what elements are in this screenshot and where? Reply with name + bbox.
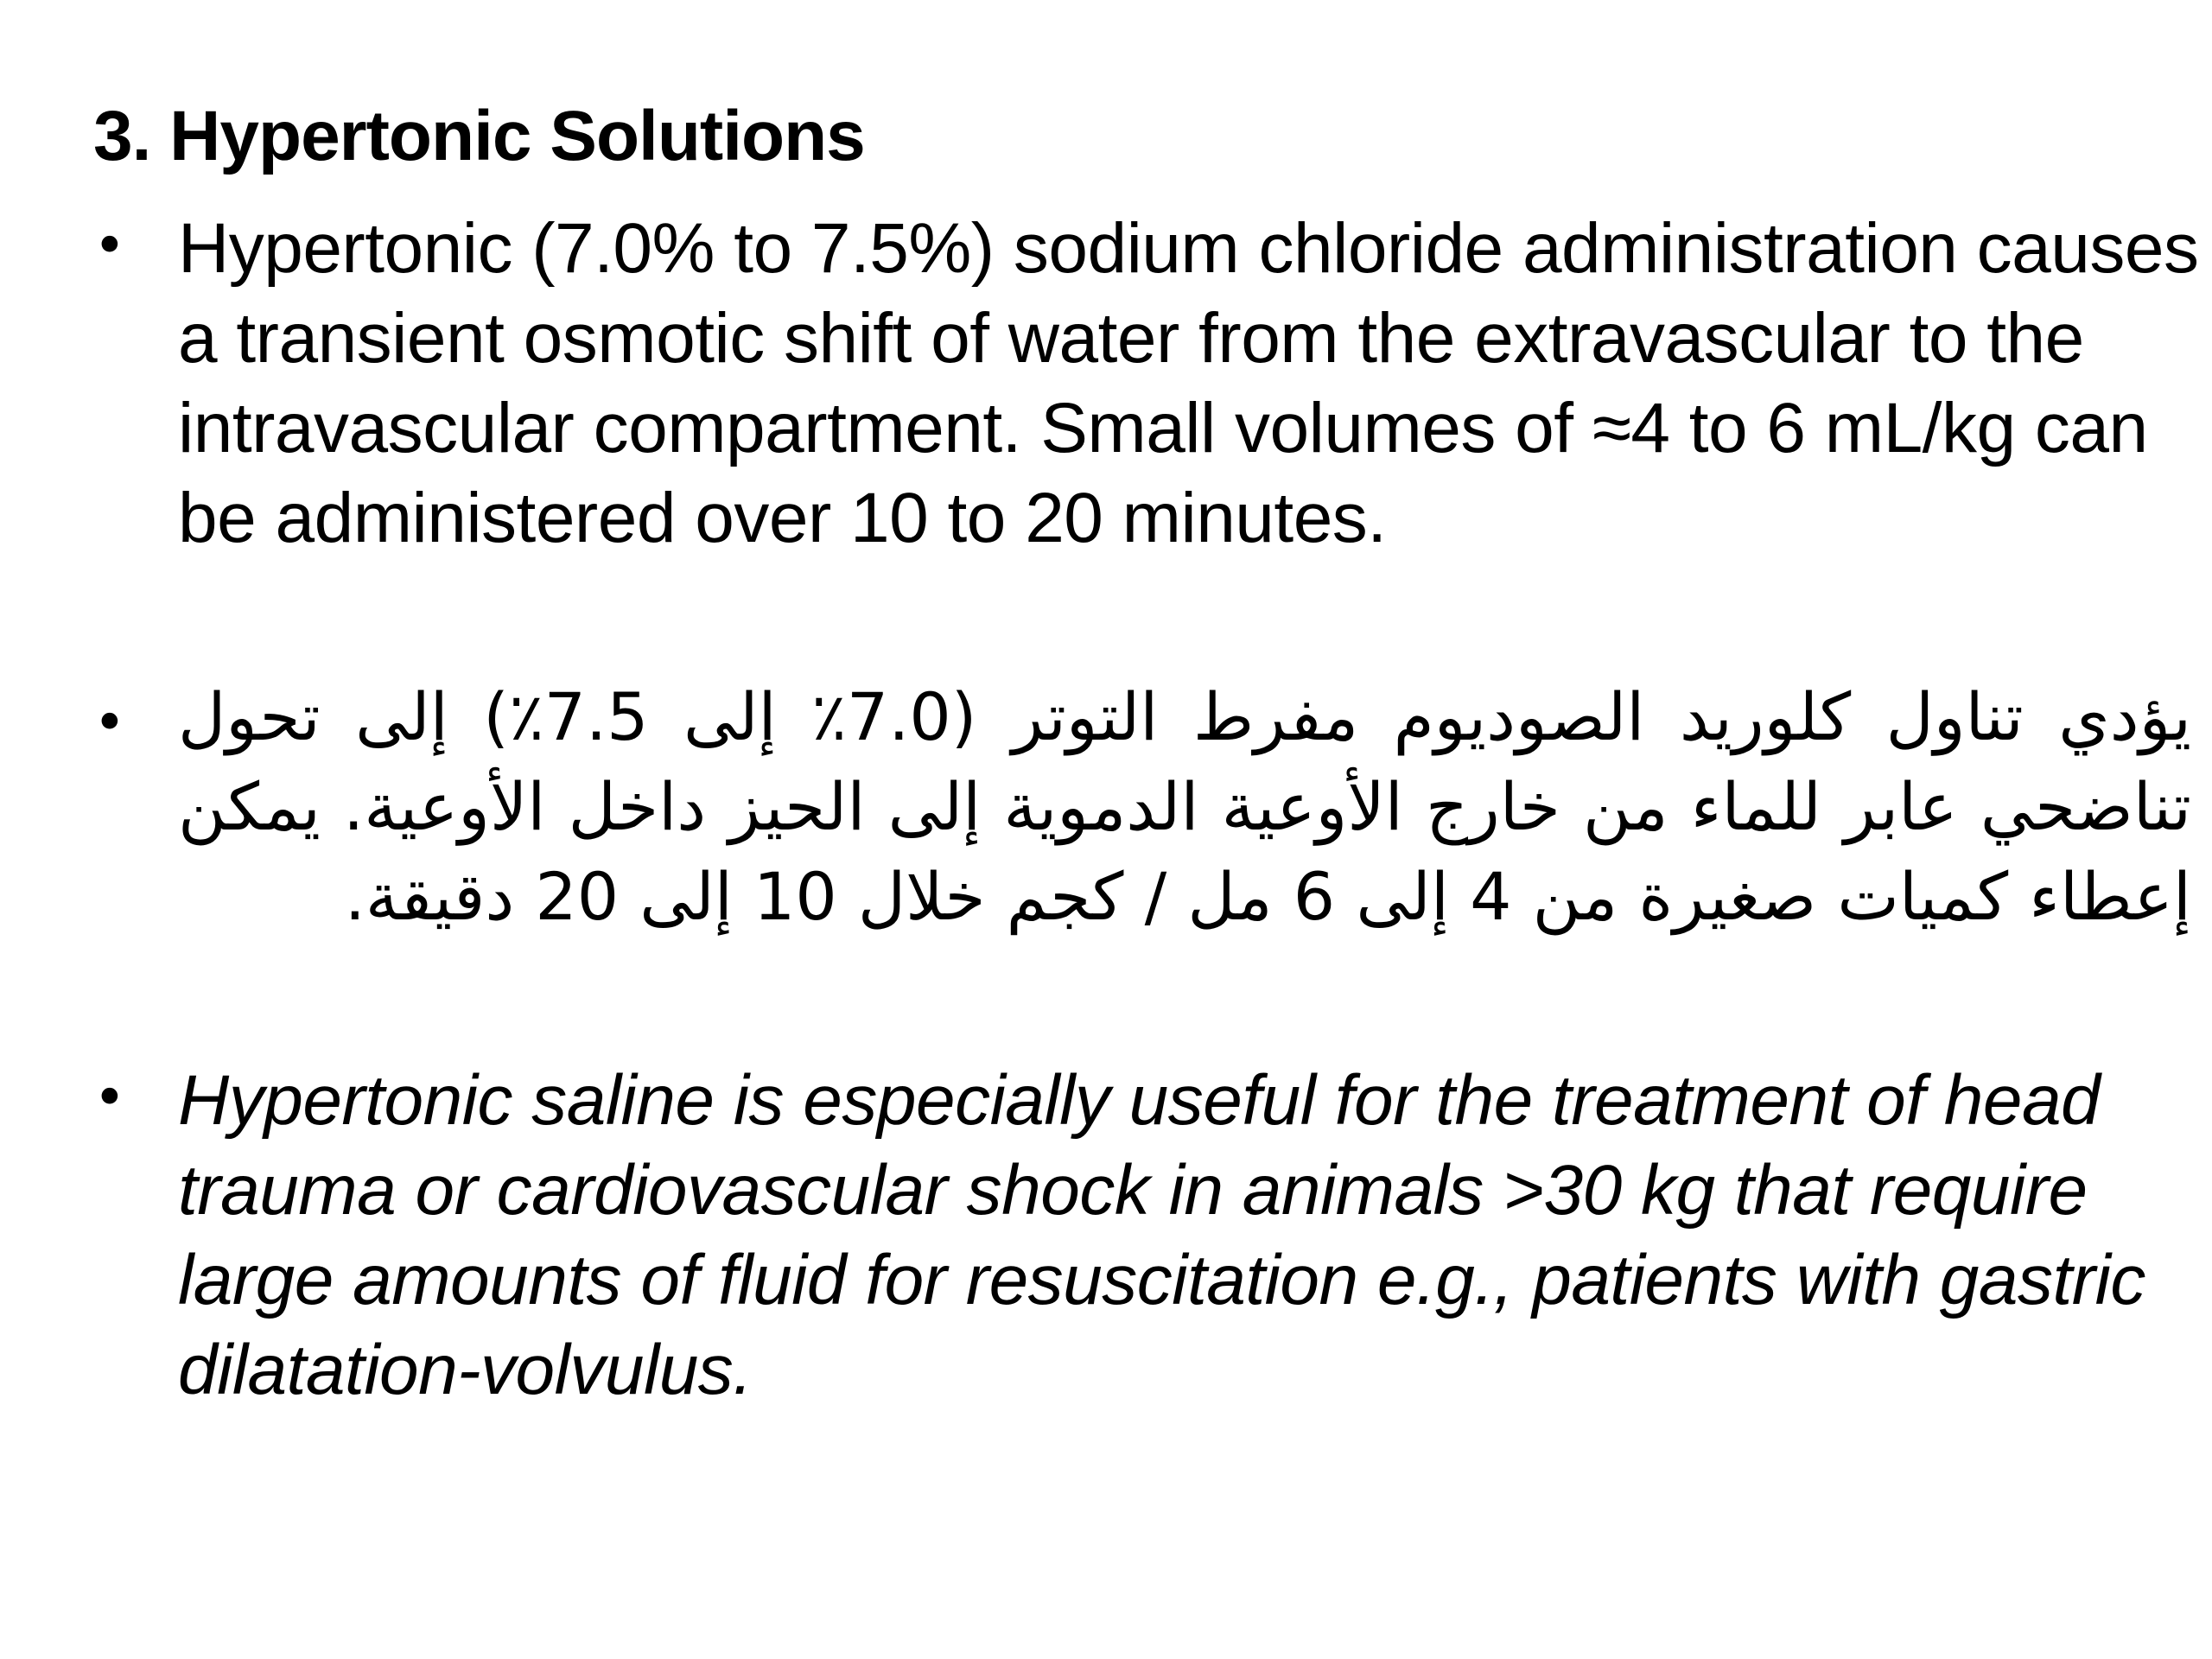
- bullet-glyph: •: [93, 214, 126, 278]
- bullet-text-italic: Hypertonic saline is especially useful for the treatment of head trauma or cardiovascular shock in animals >30 kg that require large amounts of fluid for resuscitation e.g., patients with gastric dilatation-volvulus.: [178, 1061, 2145, 1409]
- bullet-glyph: •: [93, 691, 126, 755]
- bullet-text: Hypertonic (7.0% to 7.5%) sodium chloride administration causes a transient osmotic shift of water from the extravascular to the intravascular compartment. Small volumes of ≈4 to 6 mL/kg can be administered over 10 to 20 minutes.: [178, 209, 2199, 557]
- slide-title: 3. Hypertonic Solutions: [93, 97, 865, 175]
- bullet-text-arabic: يؤدي تناول كلوريد الصوديوم مفرط التوتر (7.0٪ إلى 7.5٪) إلى تحول تناضحي عابر للماء من خارج الأوعية الدموية إلى الحيز داخل الأوعية. يمكن إعطاء كميات صغيرة من 4 إلى 6 مل / كجم خلال 10 إلى 20 دقيقة.: [178, 678, 2191, 935]
- bullet-glyph: •: [93, 1066, 126, 1130]
